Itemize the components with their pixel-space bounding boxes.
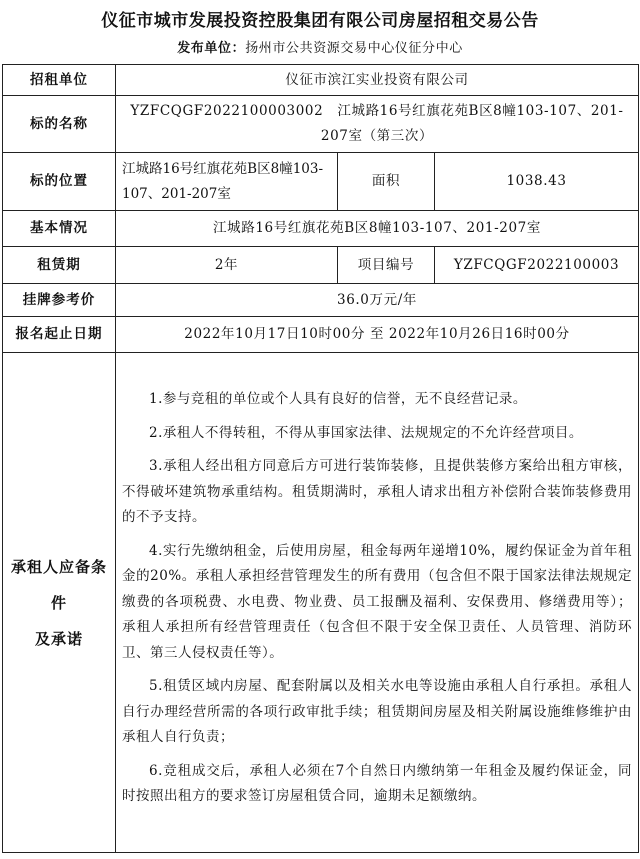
area-value: 1038.43 [435,153,639,211]
conditions-label-line1: 承租人应备条 [10,557,107,576]
row-tenderer [3,65,639,96]
basic-info-value: 江城路16号红旗花苑B区8幢103-107、201-207室 [116,211,639,247]
subject-name-label: 标的名称 [3,96,116,153]
row-lease-term [3,247,639,284]
reference-price-label: 挂牌参考价 [3,284,116,317]
condition-item: 1.参与竞租的单位或个人具有良好的信誉，无不良经营记录。 [149,391,527,408]
condition-item: 3.承租人经出租方同意后方可进行装饰装修，且提供装修方案给出租方审核，不得破坏建筑物承重结构。租赁期满时，承租人请求出租方补偿附合装饰装修费用的不予支持。 [122,458,632,526]
row-basic-info [3,211,639,247]
publisher-line [0,37,640,56]
area-label: 面积 [338,153,435,211]
reference-price-value: 36.0万元/年 [116,284,639,317]
row-subject-name [3,96,639,153]
condition-item: 6.竞租成交后，承租人必须在7个自然日内缴纳第一年租金及履约保证金，同时按照出租方的要求签订房屋租赁合同，逾期未足额缴纳。 [122,762,632,805]
basic-info-label: 基本情况 [3,211,116,247]
conditions-list [116,353,639,853]
publisher-label: 发布单位： [177,41,246,56]
tenderer-value: 仪征市滨江实业投资有限公司 [116,65,639,96]
location-value: 江城路16号红旗花苑B区8幢103-107、201-207室 [116,153,338,211]
row-location [3,153,639,211]
project-no-label: 项目编号 [338,247,435,284]
conditions-label-line2: 件 [50,593,67,612]
condition-item: 2.承租人不得转租，不得从事国家法律、法规规定的不允许经营项目。 [149,424,583,441]
lease-term-value: 2年 [116,247,338,284]
conditions-label-line3: 及承诺 [34,629,83,648]
tenderer-label: 招租单位 [3,65,116,96]
project-no-value: YZFCQGF2022100003 [435,247,639,284]
location-label: 标的位置 [3,153,116,211]
notice-table [2,64,639,853]
subject-name-value: YZFCQGF2022100003002 江城路16号红旗花苑B区8幢103-107、201-207室（第三次） [116,96,639,153]
condition-item: 4.实行先缴纳租金，后使用房屋，租金每两年递增10%，履约保证金为首年租金的20%。承租人承担经营管理发生的所有费用（包含但不限于国家法律法规规定缴费的各项税费、水电费、物业费、员工报酬及福利、安保费用、修缮费用等）；承租人承担所有经营管理责任（包含但不限于安全保卫责任、人员管理、消防环卫、第三人侵权责任等）。 [122,542,632,661]
registration-period-label: 报名起止日期 [3,317,116,353]
document-title: 仪征市城市发展投资控股集团有限公司房屋招租交易公告 [101,11,539,31]
row-registration-period [3,317,639,353]
condition-item: 5.租赁区域内房屋、配套附属以及相关水电等设施由承租人自行承担。承租人自行办理经营所需的各项行政审批手续；租赁期间房屋及相关附属设施维修维护由承租人自行负责； [122,678,632,746]
lease-term-label: 租赁期 [3,247,116,284]
row-reference-price [3,284,639,317]
conditions-label [3,353,116,853]
publisher-name: 扬州市公共资源交易中心仪征分中心 [245,41,463,56]
registration-period-value: 2022年10月17日10时00分 至 2022年10月26日16时00分 [116,317,639,353]
row-conditions [3,353,639,853]
